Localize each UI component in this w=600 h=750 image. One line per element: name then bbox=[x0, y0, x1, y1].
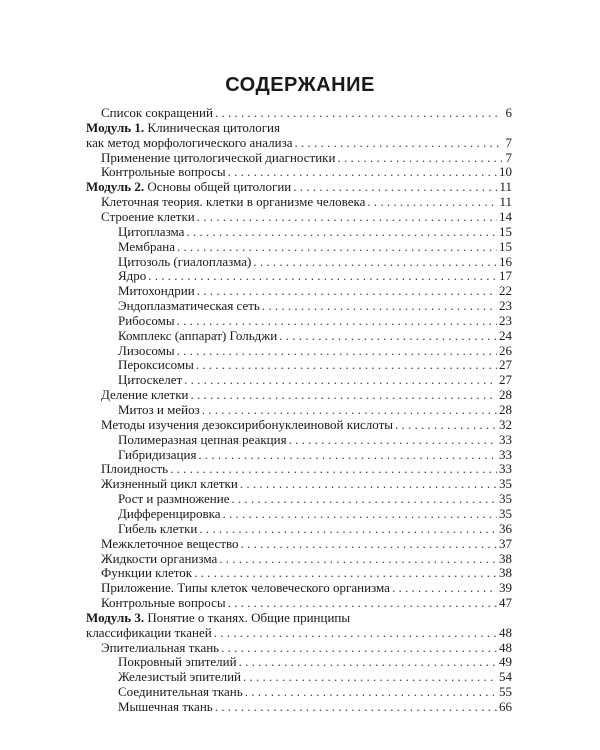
page-number: 27 bbox=[499, 372, 512, 387]
toc-entry-title bbox=[118, 669, 241, 684]
toc-entry[interactable] bbox=[101, 417, 512, 432]
toc-entry-text: классификации тканей bbox=[86, 625, 212, 640]
dot-leader bbox=[196, 357, 497, 372]
toc-entry[interactable] bbox=[118, 491, 512, 506]
page-number: 49 bbox=[499, 654, 512, 669]
dot-leader bbox=[194, 565, 497, 580]
dot-leader bbox=[395, 417, 497, 432]
page-number: 54 bbox=[499, 669, 512, 684]
page-number: 35 bbox=[499, 506, 512, 521]
toc-entry-title bbox=[101, 105, 213, 120]
toc-entry-title bbox=[118, 283, 195, 298]
toc-entry-text: Деление клетки bbox=[101, 387, 189, 402]
dot-leader bbox=[245, 684, 497, 699]
toc-entry-text: Соединительная ткань bbox=[118, 684, 243, 699]
page-number: 28 bbox=[499, 387, 512, 402]
toc-entry-title bbox=[101, 595, 226, 610]
toc-entry-title bbox=[118, 402, 200, 417]
dot-leader bbox=[199, 521, 497, 536]
toc-entry-text: Лизосомы bbox=[118, 343, 175, 358]
module-label: Модуль 3. bbox=[86, 610, 145, 625]
dot-leader bbox=[148, 268, 497, 283]
page-number: 35 bbox=[499, 476, 512, 491]
dot-leader bbox=[289, 432, 497, 447]
dot-leader bbox=[214, 625, 497, 640]
dot-leader bbox=[367, 194, 497, 209]
dot-leader bbox=[279, 328, 497, 343]
page-number: 11 bbox=[499, 179, 512, 194]
page-number: 33 bbox=[499, 432, 512, 447]
page-number: 16 bbox=[499, 254, 512, 269]
dot-leader bbox=[392, 580, 497, 595]
page-number: 15 bbox=[499, 224, 512, 239]
toc-entry-text: Строение клетки bbox=[101, 209, 195, 224]
dot-leader bbox=[253, 254, 497, 269]
page-title: СОДЕРЖАНИЕ bbox=[225, 74, 375, 96]
page-number: 35 bbox=[499, 491, 512, 506]
toc-entry-text: Рибосомы bbox=[118, 313, 175, 328]
toc-entry-title bbox=[118, 268, 146, 283]
toc-entry[interactable] bbox=[118, 402, 512, 417]
page-number: 33 bbox=[499, 461, 512, 476]
toc-entry-title bbox=[118, 313, 175, 328]
page-number: 11 bbox=[499, 194, 512, 209]
toc-entry[interactable] bbox=[118, 239, 512, 254]
toc-entry-text: Эндоплазматическая сеть bbox=[118, 298, 260, 313]
toc-entry-text: Мембрана bbox=[118, 239, 175, 254]
page-number: 7 bbox=[505, 135, 512, 150]
toc-entry[interactable] bbox=[101, 536, 512, 551]
dot-leader bbox=[197, 283, 497, 298]
dot-leader bbox=[231, 491, 497, 506]
toc-entry-title bbox=[101, 150, 335, 165]
dot-leader bbox=[221, 640, 497, 655]
toc-entry-title bbox=[101, 640, 219, 655]
toc-entry[interactable] bbox=[118, 699, 512, 714]
toc-entry-text: Контрольные вопросы bbox=[101, 164, 226, 179]
toc-entry-title bbox=[101, 536, 239, 551]
toc-entry-text: как метод морфологического анализа bbox=[86, 135, 293, 150]
dot-leader bbox=[219, 551, 497, 566]
toc-entry[interactable] bbox=[101, 164, 512, 179]
toc-entry-title bbox=[101, 461, 168, 476]
toc-entry-text: Применение цитологической диагностики bbox=[101, 150, 336, 165]
toc-entry-title bbox=[101, 476, 238, 491]
toc-entry[interactable] bbox=[101, 150, 512, 165]
dot-leader bbox=[293, 179, 497, 194]
toc-entry-title bbox=[118, 343, 175, 358]
toc-entry[interactable] bbox=[118, 432, 512, 447]
toc-entry-text: Эпителиальная ткань bbox=[101, 640, 220, 655]
toc-entry[interactable] bbox=[101, 565, 512, 580]
toc-entry-text: Основы общей цитологии bbox=[144, 179, 292, 194]
dot-leader bbox=[239, 654, 497, 669]
toc-entry-text: Комплекс (аппарат) Гольджи bbox=[118, 328, 278, 343]
page-number: 24 bbox=[499, 328, 512, 343]
toc-entry-title bbox=[86, 135, 292, 150]
toc-entry[interactable] bbox=[101, 476, 512, 491]
toc-entry-title bbox=[101, 194, 365, 209]
toc-entry[interactable] bbox=[86, 625, 512, 640]
toc-entry-title bbox=[118, 239, 175, 254]
toc-entry[interactable] bbox=[101, 387, 512, 402]
toc-entry-title bbox=[101, 551, 217, 566]
toc-entry-title bbox=[118, 684, 243, 699]
page-number: 55 bbox=[499, 684, 512, 699]
toc-entry-text: Жизненный цикл клетки bbox=[101, 476, 238, 491]
toc-entry-text: Рост и размножение bbox=[118, 491, 230, 506]
dot-leader bbox=[228, 164, 497, 179]
toc-entry[interactable] bbox=[118, 654, 512, 669]
page-number: 38 bbox=[499, 565, 512, 580]
module-label: Модуль 1. bbox=[86, 120, 145, 135]
toc-entry-text: Дифференцировка bbox=[118, 506, 221, 521]
toc-entry[interactable] bbox=[118, 447, 512, 462]
toc-entry[interactable] bbox=[118, 298, 512, 313]
toc-entry[interactable] bbox=[86, 179, 512, 194]
toc-entry-text: Клиническая цитология bbox=[144, 120, 280, 135]
dot-leader bbox=[215, 105, 502, 120]
toc-entry[interactable] bbox=[118, 506, 512, 521]
toc-entry[interactable] bbox=[118, 343, 512, 358]
toc-entry[interactable] bbox=[118, 669, 512, 684]
toc-entry-text: Мышечная ткань bbox=[118, 699, 213, 714]
toc-entry-title bbox=[118, 491, 229, 506]
toc-entry-title bbox=[118, 506, 221, 521]
toc-entry[interactable] bbox=[86, 120, 512, 135]
dot-leader bbox=[177, 239, 497, 254]
toc-entry[interactable] bbox=[101, 551, 512, 566]
toc-entry-title bbox=[86, 179, 291, 194]
dot-leader bbox=[177, 343, 497, 358]
toc-entry-text: Цитоплазма bbox=[118, 224, 185, 239]
toc-entry-text: Понятие о тканях. Общие принципы bbox=[144, 610, 351, 625]
toc-entry[interactable] bbox=[101, 595, 512, 610]
dot-leader bbox=[228, 595, 497, 610]
page-number: 28 bbox=[499, 402, 512, 417]
dot-leader bbox=[191, 387, 497, 402]
toc-entry-title bbox=[101, 580, 390, 595]
toc-entry[interactable] bbox=[101, 640, 512, 655]
toc-entry-text: Митохондрии bbox=[118, 283, 195, 298]
toc-entry-title bbox=[86, 610, 350, 625]
toc-entry-text: Железистый эпителий bbox=[118, 669, 242, 684]
toc-entry-text: Функции клеток bbox=[101, 565, 193, 580]
toc-entry-text: Методы изучения дезоксирибонуклеиновой кислоты bbox=[101, 417, 394, 432]
toc-entry-title bbox=[101, 417, 393, 432]
toc-entry-text: Гибель клетки bbox=[118, 521, 198, 536]
dot-leader bbox=[215, 699, 497, 714]
toc-entry-title bbox=[101, 565, 192, 580]
page-number: 47 bbox=[499, 595, 512, 610]
dot-leader bbox=[241, 536, 498, 551]
page-number: 6 bbox=[505, 105, 512, 120]
toc-entry[interactable] bbox=[101, 580, 512, 595]
dot-leader bbox=[262, 298, 497, 313]
page-number: 15 bbox=[499, 239, 512, 254]
toc-entry-text: Контрольные вопросы bbox=[101, 595, 226, 610]
page-number: 48 bbox=[499, 640, 512, 655]
toc-entry[interactable] bbox=[101, 194, 512, 209]
page-number: 14 bbox=[499, 209, 512, 224]
toc-entry-text: Межклеточное вещество bbox=[101, 536, 239, 551]
toc-entry[interactable] bbox=[118, 254, 512, 269]
dot-leader bbox=[186, 224, 497, 239]
toc-entry-text: Плоидность bbox=[101, 461, 169, 476]
toc-entry-text: Цитоскелет bbox=[118, 372, 183, 387]
toc-entry-title bbox=[118, 357, 194, 372]
toc-entry-text: Ядро bbox=[118, 268, 147, 283]
dot-leader bbox=[197, 209, 497, 224]
page-number: 7 bbox=[505, 150, 512, 165]
page-number: 27 bbox=[499, 357, 512, 372]
toc-entry[interactable] bbox=[101, 209, 512, 224]
toc-entry-text: Список сокращений bbox=[101, 105, 213, 120]
toc-entry-title bbox=[118, 447, 196, 462]
toc-entry[interactable] bbox=[118, 328, 512, 343]
toc-entry-text: Митоз и мейоз bbox=[118, 402, 200, 417]
page-number: 38 bbox=[499, 551, 512, 566]
toc-entry[interactable] bbox=[101, 461, 512, 476]
toc-entry-title bbox=[101, 164, 226, 179]
toc-entry-title bbox=[118, 654, 237, 669]
toc-entry-title bbox=[86, 625, 212, 640]
toc-entry[interactable] bbox=[101, 105, 512, 120]
page-number: 23 bbox=[499, 298, 512, 313]
dot-leader bbox=[223, 506, 497, 521]
page-number: 22 bbox=[499, 283, 512, 298]
dot-leader bbox=[198, 447, 497, 462]
module-label: Модуль 2. bbox=[86, 179, 145, 194]
dot-leader bbox=[184, 372, 497, 387]
page-number: 17 bbox=[499, 268, 512, 283]
page-number: 33 bbox=[499, 447, 512, 462]
toc-entry-title bbox=[118, 521, 197, 536]
dot-leader bbox=[202, 402, 497, 417]
toc-entry-text: Покровный эпителий bbox=[118, 654, 237, 669]
toc-entry-title bbox=[118, 432, 287, 447]
toc-entry-title bbox=[118, 328, 277, 343]
toc-entry-text: Клеточная теория. клетки в организме человека bbox=[101, 194, 366, 209]
toc-entry-text: Цитозоль (гиалоплазма) bbox=[118, 254, 252, 269]
toc-entry-title bbox=[118, 298, 260, 313]
page-number: 48 bbox=[499, 625, 512, 640]
dot-leader bbox=[337, 150, 502, 165]
toc-entry-title bbox=[118, 699, 213, 714]
dot-leader bbox=[294, 135, 502, 150]
page-number: 26 bbox=[499, 343, 512, 358]
page-number: 23 bbox=[499, 313, 512, 328]
toc-entry[interactable] bbox=[118, 313, 512, 328]
toc-entry[interactable] bbox=[118, 357, 512, 372]
page-number: 37 bbox=[499, 536, 512, 551]
dot-leader bbox=[243, 669, 497, 684]
toc-entry[interactable] bbox=[118, 283, 512, 298]
page-number: 32 bbox=[499, 417, 512, 432]
page-number: 66 bbox=[499, 699, 512, 714]
page-number: 39 bbox=[499, 580, 512, 595]
toc-entry[interactable] bbox=[118, 224, 512, 239]
toc-entry[interactable] bbox=[118, 521, 512, 536]
toc-entry-text: Гибридизация bbox=[118, 447, 197, 462]
toc-entry-title bbox=[118, 254, 251, 269]
toc-entry-text: Пероксисомы bbox=[118, 357, 194, 372]
toc-entry-text: Жидкости организма bbox=[101, 551, 218, 566]
toc-entry-title bbox=[101, 387, 189, 402]
toc-entry-text: Приложение. Типы клеток человеческого организма bbox=[101, 580, 390, 595]
toc-entry[interactable] bbox=[86, 610, 512, 625]
toc-entry-text: Полимеразная цепная реакция bbox=[118, 432, 287, 447]
toc-entry[interactable] bbox=[118, 372, 512, 387]
toc-entry-title bbox=[101, 209, 195, 224]
page-number: 36 bbox=[499, 521, 512, 536]
dot-leader bbox=[240, 476, 497, 491]
dot-leader bbox=[177, 313, 497, 328]
toc-entry[interactable] bbox=[86, 135, 512, 150]
toc-entry[interactable] bbox=[118, 684, 512, 699]
dot-leader bbox=[170, 461, 497, 476]
toc-entry[interactable] bbox=[118, 268, 512, 283]
toc-entry-title bbox=[118, 224, 184, 239]
toc-entry-title bbox=[86, 120, 280, 135]
toc-entry-title bbox=[118, 372, 182, 387]
page-number: 10 bbox=[499, 164, 512, 179]
